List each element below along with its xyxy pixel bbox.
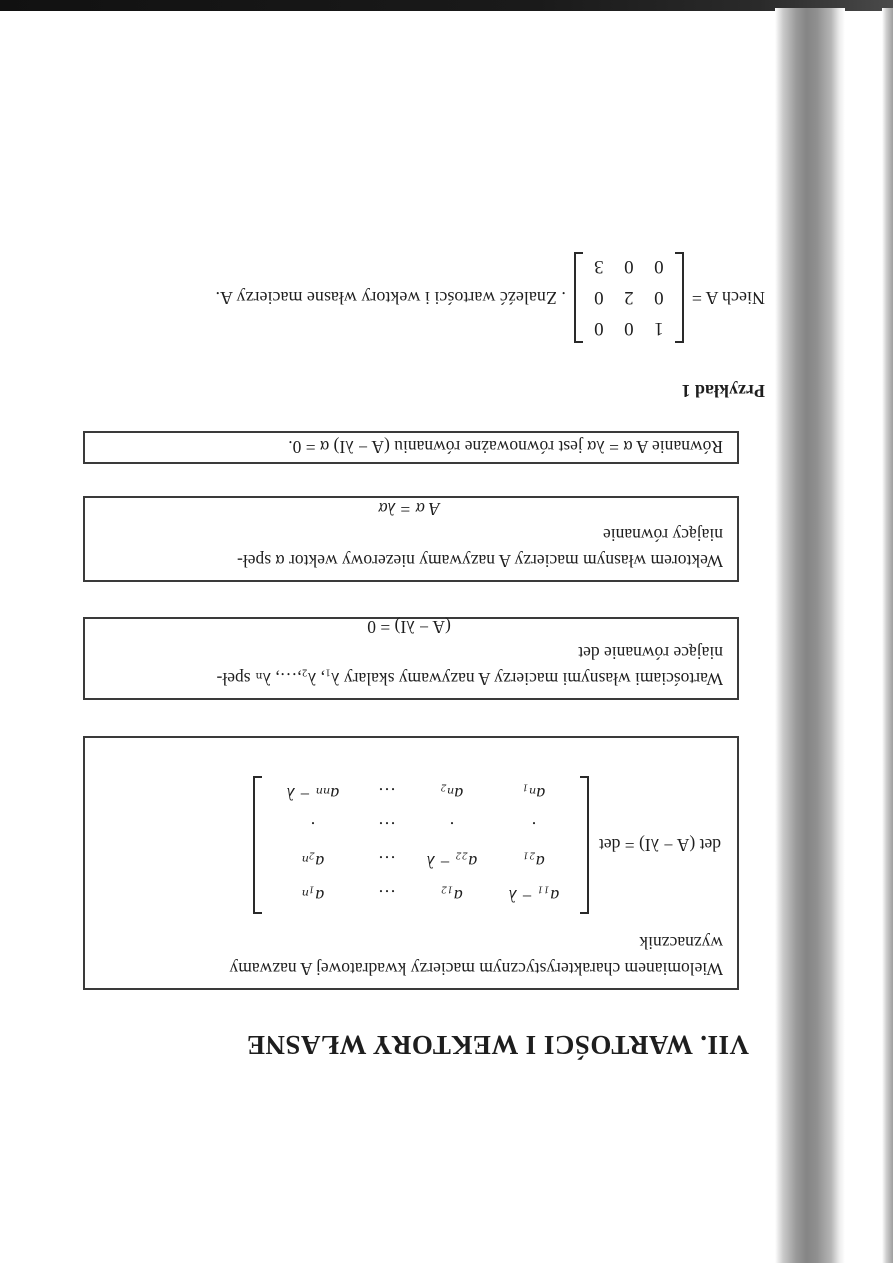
definition-text: Wektorem własnym macierzy A nazywamy niezerowy wektor α speł- (237, 551, 723, 571)
definition-text: Wartościami własnymi macierzy A nazywamy skalary λ₁, λ₂,…, λₙ speł- (216, 669, 723, 689)
matrix-cell: aₙ₁ (522, 784, 546, 804)
definition-text: Wielomianem charakterystycznym macierzy kwadratowej A nazwamy (229, 959, 723, 979)
matrix-cell: a₂₁ (523, 852, 545, 872)
matrix-cell: . (531, 818, 537, 838)
matrix-cell: 0 (654, 287, 664, 308)
example-suffix: . Znaleźć wartości i wektory własne macierzy A. (215, 288, 566, 308)
definition-formula: A α = λα (378, 499, 440, 519)
formula-label: det (A − λI) = det (598, 835, 721, 855)
matrix-cell: 0 (624, 256, 634, 277)
definition-characteristic-polynomial (83, 736, 739, 990)
definition-text: wyznacznik (639, 933, 723, 953)
matrix-cell: 0 (624, 318, 634, 339)
equation-equivalence-note (83, 431, 739, 464)
example-statement (215, 252, 765, 343)
chapter-title: VII. WARTOŚCI I WEKTORY WŁASNE (246, 1030, 749, 1060)
matrix-cell: a₂ₙ (301, 852, 325, 872)
definition-text: Równanie A α = λα jest równoważne równaniu (A − λI) α = 0. (288, 437, 723, 457)
matrix-cell: 1 (654, 318, 664, 339)
definition-eigenvector (83, 496, 739, 582)
matrix-cell: 2 (624, 287, 634, 308)
matrix-cell: 0 (654, 256, 664, 277)
matrix-cell: a₂₂ − λ (426, 852, 478, 872)
matrix-cell: aₙₙ − λ (286, 784, 340, 804)
example-heading: Przykład 1 (681, 381, 765, 401)
matrix-cell: … (377, 784, 396, 804)
definition-text: niający równanie (602, 525, 723, 545)
determinant-formula (95, 778, 721, 912)
matrix-cell: a₁₁ − λ (508, 886, 560, 906)
matrix-cell: 3 (594, 256, 604, 277)
matrix-cell: 0 (594, 287, 604, 308)
matrix-cell: … (377, 818, 396, 838)
matrix-cell: 0 (594, 318, 604, 339)
matrix-cell: … (377, 886, 396, 906)
matrix-cell: . (310, 818, 316, 838)
matrix-cell: a₁₂ (441, 886, 463, 906)
matrix-cell: . (449, 818, 455, 838)
matrix-cell: a₁ₙ (301, 886, 325, 906)
definition-eigenvalues (83, 617, 739, 700)
definition-formula: (A − λI) = 0 (367, 617, 451, 637)
matrix-cell: … (377, 852, 396, 872)
example-prefix: Niech A = (691, 288, 765, 308)
example-matrix (574, 252, 684, 343)
matrix-cell: aₙ₂ (440, 784, 464, 804)
definition-text: niające równanie det (578, 643, 723, 663)
characteristic-matrix (253, 778, 589, 912)
